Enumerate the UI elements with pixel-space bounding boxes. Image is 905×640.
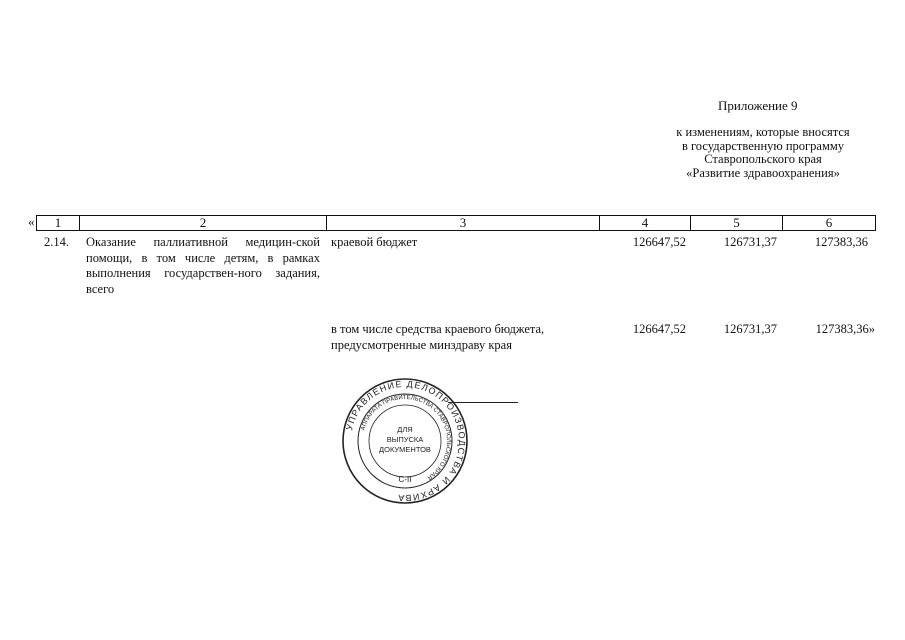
- stamp-center-line: ВЫПУСКА: [386, 435, 424, 444]
- source-value-col-5: 126731,37: [723, 322, 777, 336]
- appendix-subtitle-line: в государственную программу: [681, 138, 845, 153]
- stamp-bottom-code: С-II: [398, 475, 412, 484]
- appendix-subtitle-line: «Развитие здравоохранения»: [686, 165, 840, 180]
- stamp-center-line: ДОКУМЕНТОВ: [379, 445, 431, 454]
- appendix-subtitle-line: Ставропольского края: [704, 152, 822, 166]
- stamp-inner-text: АППАРАТА ПРАВИТЕЛЬСТВА СТАВРОПОЛЬСКОГО КРАЯ: [360, 394, 452, 481]
- row-name: Оказание паллиативной медицин-ской помощи, в том числе детям, в рамках выполнения государствен-ного задания, всего: [86, 235, 320, 296]
- source-label: в том числе средства краевого бюджета, предусмотренные минздраву края: [331, 322, 545, 352]
- stamp-outer-text: УПРАВЛЕНИЕ ДЕЛОПРОИЗВОДСТВА И АРХИВА: [344, 378, 468, 504]
- table-open-quote: «: [28, 214, 35, 229]
- appendix-subtitle-line: к изменениям, которые вносятся: [676, 125, 850, 139]
- source-value-col-4: 126647,52: [632, 322, 686, 336]
- header-col-2: 2: [79, 215, 327, 231]
- source-value-col-5: 126731,37: [723, 235, 777, 249]
- row-code: 2.14.: [44, 235, 69, 249]
- source-label: краевой бюджет: [331, 235, 418, 249]
- source-value-col-4: 126647,52: [632, 235, 686, 249]
- header-col-5: 5: [690, 215, 783, 231]
- source-value-col-6: 127383,36: [814, 235, 868, 249]
- official-stamp: [340, 376, 470, 506]
- source-value-col-6: 127383,36»: [815, 322, 875, 336]
- header-col-6: 6: [782, 215, 876, 231]
- header-col-1: 1: [36, 215, 80, 231]
- header-col-3: 3: [326, 215, 600, 231]
- stamp-center-line: ДЛЯ: [397, 425, 413, 434]
- header-col-4: 4: [599, 215, 691, 231]
- appendix-subtitle: [648, 126, 878, 180]
- appendix-title: Приложение 9: [718, 98, 798, 113]
